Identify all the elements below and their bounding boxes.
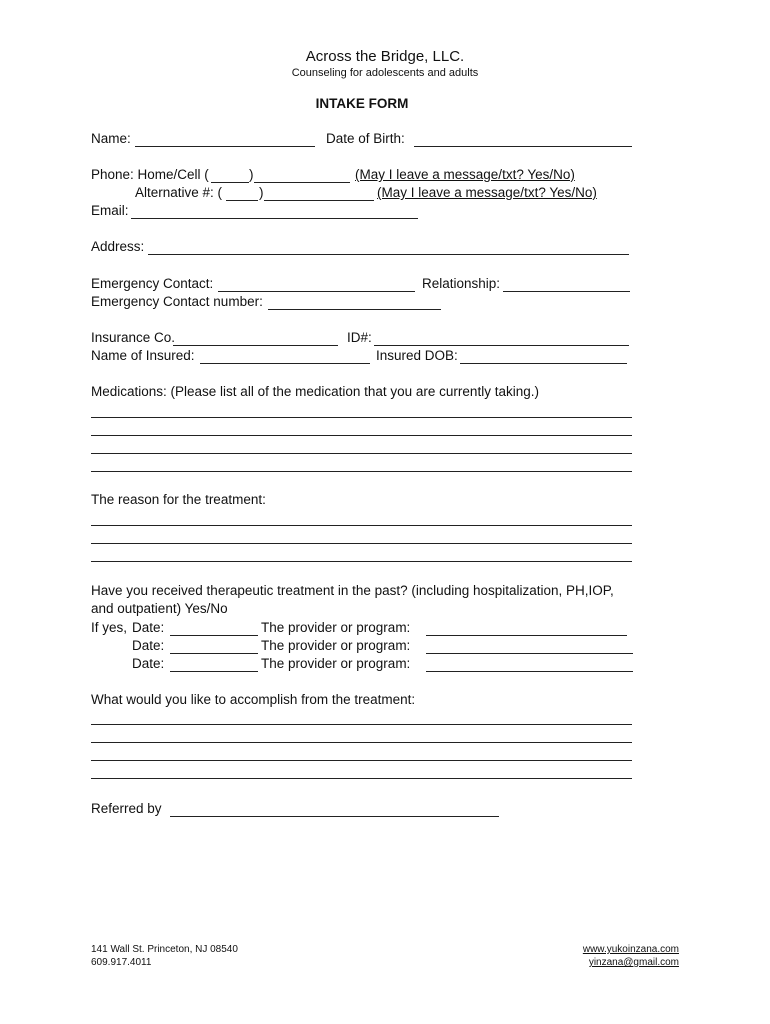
medications-line[interactable] [91, 471, 632, 472]
referred-label: Referred by [91, 801, 162, 816]
provider-field[interactable] [426, 671, 633, 672]
alt-close-paren: ) [259, 185, 264, 200]
phone-close-paren: ) [249, 167, 254, 182]
dob-field[interactable] [414, 146, 632, 147]
date-label: Date: [132, 620, 165, 635]
accomplish-line[interactable] [91, 742, 632, 743]
name-label: Name: [91, 131, 131, 146]
accomplish-line[interactable] [91, 778, 632, 779]
past-treatment-question: Have you received therapeutic treatment in the past? (including hospitalization, PH,IOP, [91, 583, 614, 598]
emergency-contact-field[interactable] [218, 291, 415, 292]
relationship-label: Relationship: [422, 276, 501, 291]
footer-phone: 609.917.4011 [91, 957, 152, 968]
footer-email-link[interactable]: yinzana@gmail.com [588, 957, 679, 968]
emergency-number-field[interactable] [268, 309, 441, 310]
id-label: ID#: [347, 330, 372, 345]
dob-label: Date of Birth: [326, 131, 405, 146]
address-label: Address: [91, 239, 145, 254]
phone-area-code-field[interactable] [211, 182, 249, 183]
date-field[interactable] [170, 671, 258, 672]
provider-label: The provider or program: [261, 638, 411, 653]
medications-line[interactable] [91, 453, 632, 454]
insured-name-field[interactable] [200, 363, 370, 364]
alt-message-option[interactable]: (May I leave a message/txt? Yes/No) [377, 185, 597, 200]
medications-line[interactable] [91, 417, 632, 418]
date-label: Date: [132, 656, 165, 671]
insured-dob-label: Insured DOB: [376, 348, 458, 363]
name-field[interactable] [135, 146, 315, 147]
company-name: Across the Bridge, LLC. [305, 48, 465, 65]
reason-line[interactable] [91, 525, 632, 526]
phone-message-option[interactable]: (May I leave a message/txt? Yes/No) [355, 167, 575, 182]
past-treatment-question-cont: and outpatient) Yes/No [91, 601, 228, 616]
accomplish-line[interactable] [91, 760, 632, 761]
form-title: INTAKE FORM [315, 96, 409, 111]
alt-phone-label: Alternative #: ( [135, 185, 223, 200]
date-field[interactable] [170, 635, 258, 636]
email-label: Email: [91, 203, 129, 218]
reason-line[interactable] [91, 543, 632, 544]
insurance-field[interactable] [173, 345, 338, 346]
id-field[interactable] [374, 345, 629, 346]
email-field[interactable] [131, 218, 418, 219]
phone-number-field[interactable] [254, 182, 350, 183]
insurance-label: Insurance Co. [91, 330, 176, 345]
insured-name-label: Name of Insured: [91, 348, 195, 363]
emergency-number-label: Emergency Contact number: [91, 294, 263, 309]
provider-field[interactable] [426, 653, 633, 654]
date-field[interactable] [170, 653, 258, 654]
provider-field[interactable] [426, 635, 627, 636]
date-label: Date: [132, 638, 165, 653]
reason-label: The reason for the treatment: [91, 492, 266, 507]
alt-phone-field[interactable] [264, 200, 374, 201]
footer-address: 141 Wall St. Princeton, NJ 08540 [91, 944, 238, 955]
relationship-field[interactable] [503, 291, 630, 292]
address-field[interactable] [148, 254, 629, 255]
company-tagline: Counseling for adolescents and adults [291, 67, 479, 79]
accomplish-label: What would you like to accomplish from the treatment: [91, 692, 416, 707]
emergency-contact-label: Emergency Contact: [91, 276, 214, 291]
referred-field[interactable] [170, 816, 499, 817]
if-yes-label: If yes, [91, 620, 128, 635]
phone-label: Phone: Home/Cell ( [91, 167, 209, 182]
provider-label: The provider or program: [261, 656, 411, 671]
medications-label: Medications: (Please list all of the medication that you are currently taking.) [91, 384, 539, 399]
accomplish-line[interactable] [91, 724, 632, 725]
alt-area-code-field[interactable] [226, 200, 258, 201]
reason-line[interactable] [91, 561, 632, 562]
medications-line[interactable] [91, 435, 632, 436]
provider-label: The provider or program: [261, 620, 411, 635]
insured-dob-field[interactable] [460, 363, 627, 364]
footer-website-link[interactable]: www.yukoinzana.com [582, 944, 679, 955]
